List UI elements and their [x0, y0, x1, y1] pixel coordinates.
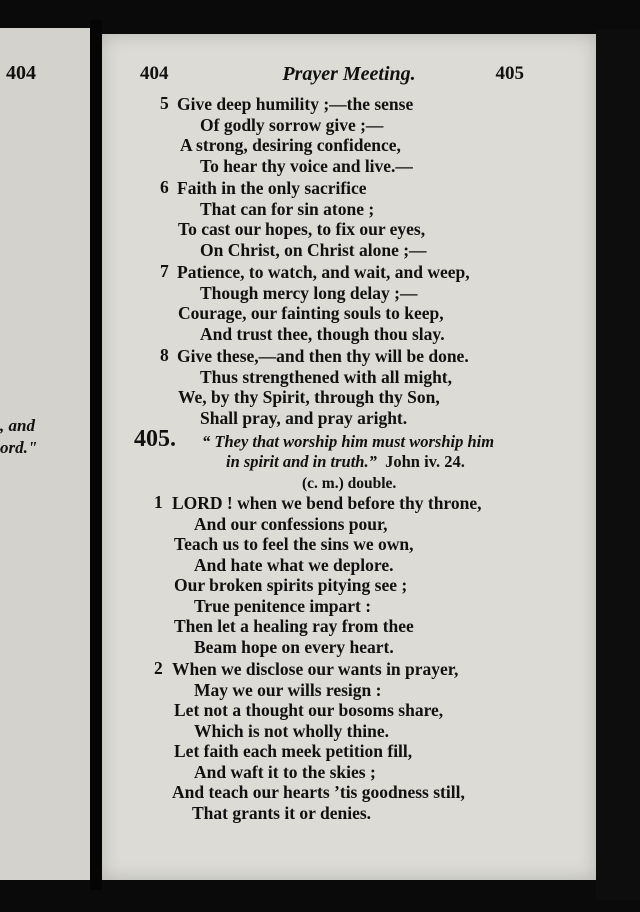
verse-line: Courage, our fainting souls to keep, — [178, 303, 444, 323]
background-edge — [596, 30, 640, 900]
verse-line: Beam hope on every heart. — [194, 637, 394, 657]
scripture-reference: John iv. 24. — [385, 452, 465, 471]
verse-line: LORD ! when we bend before thy throne, — [172, 493, 482, 513]
hymn-meter: (c. m.) double. — [302, 475, 397, 492]
verse-line: Give deep humility ;—the sense — [177, 94, 414, 114]
verse-line: To hear thy voice and live.— — [200, 156, 413, 176]
verse-line: Then let a healing ray from thee — [174, 616, 414, 636]
header-right-number: 405 — [495, 63, 524, 84]
verse-line: And hate what we deplore. — [194, 555, 394, 575]
verse-line: When we disclose our wants in prayer, — [172, 659, 459, 679]
verse-line: And waft it to the skies ; — [194, 762, 376, 782]
verse-number: 5 — [160, 93, 169, 113]
left-page-number: 404 — [6, 62, 36, 84]
verse-line: Patience, to watch, and wait, and weep, — [177, 262, 470, 282]
verse-line: Faith in the only sacrifice — [177, 178, 367, 198]
verse-line: And our confessions pour, — [194, 514, 388, 534]
verse-number: 7 — [160, 261, 169, 281]
verse-line: To cast our hopes, to fix our eyes, — [178, 219, 426, 239]
page-title: Prayer Meeting. — [282, 63, 416, 85]
verse-line: Give these,—and then thy will be done. — [177, 346, 469, 366]
verse-line: And trust thee, though thou slay. — [200, 324, 445, 344]
hymn-number: 405. — [134, 426, 176, 452]
verse-line: We, by thy Spirit, through thy Son, — [178, 387, 440, 407]
book-gutter — [90, 20, 102, 890]
book-page — [102, 34, 596, 880]
verse-number: 2 — [154, 658, 163, 678]
epigraph-text: in spirit and in truth.” — [226, 452, 377, 471]
verse-line: Though mercy long delay ;— — [200, 283, 418, 303]
verse-line: Of godly sorrow give ;— — [200, 115, 384, 135]
verse-line: Shall pray, and pray aright. — [200, 408, 408, 428]
hymn-epigraph — [226, 452, 465, 472]
verse-line: Let faith each meek petition fill, — [174, 741, 413, 761]
verse-number: 8 — [160, 345, 169, 365]
left-page-fragment: ord." — [0, 438, 38, 457]
verse-line: That can for sin atone ; — [200, 199, 375, 219]
hymn-epigraph: “ They that worship him must worship him — [202, 432, 495, 451]
verse-line: Which is not wholly thine. — [194, 721, 389, 741]
header-left-number: 404 — [140, 63, 169, 84]
verse-number: 6 — [160, 177, 169, 197]
page-header — [102, 63, 596, 89]
verse-line: That grants it or denies. — [192, 803, 372, 823]
verse-line: A strong, desiring confidence, — [180, 135, 401, 155]
verse-line: True penitence impart : — [194, 596, 372, 616]
verse-line: Teach us to feel the sins we own, — [174, 534, 414, 554]
left-page-fragment: , and — [0, 416, 35, 435]
verse-line: Thus strengthened with all might, — [200, 367, 453, 387]
verse-number: 1 — [154, 492, 163, 512]
verse-line: And teach our hearts ’tis goodness still, — [172, 782, 465, 802]
verse-line: On Christ, on Christ alone ;— — [200, 240, 427, 260]
verse-line: Our broken spirits pitying see ; — [174, 575, 408, 595]
left-page-sliver — [0, 28, 90, 880]
verse-line: May we our wills resign : — [194, 680, 382, 700]
verse-line: Let not a thought our bosoms share, — [174, 700, 444, 720]
